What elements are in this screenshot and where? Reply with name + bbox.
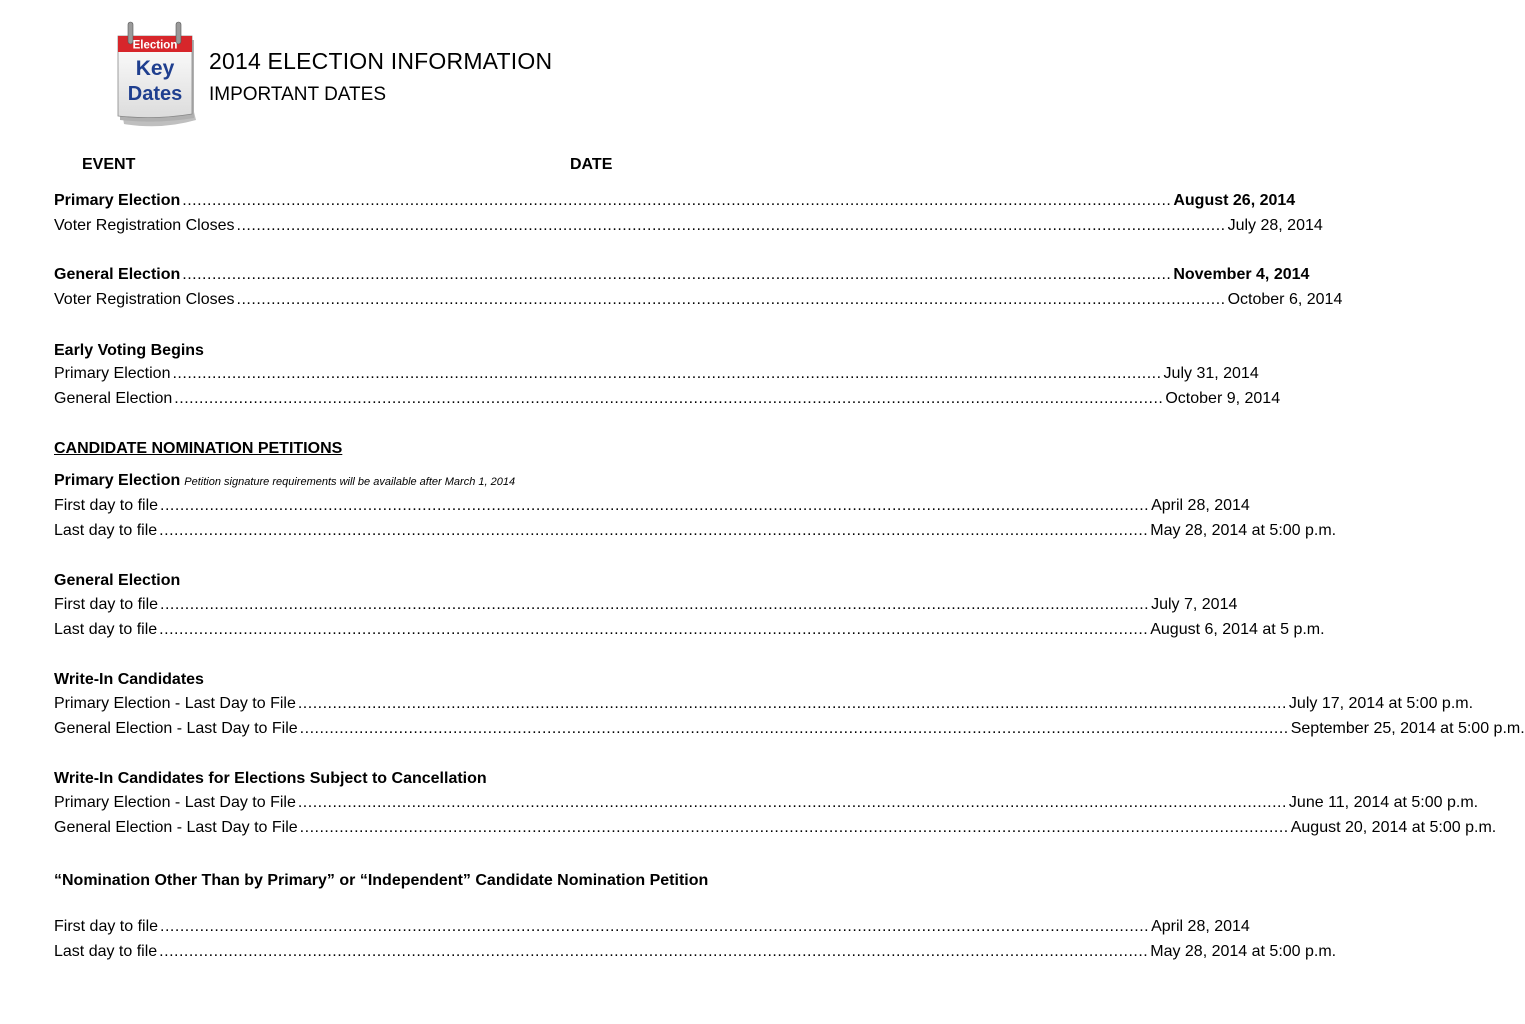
- dot-leader: ........................................................................................................................................................................................................: [236, 291, 1226, 308]
- row-label: Primary Election - Last Day to File: [54, 794, 296, 811]
- row-label: General Election: [54, 266, 181, 283]
- petition-general-first-row: [54, 596, 1238, 618]
- row-label: Last day to file: [54, 943, 158, 960]
- row-date: May 28, 2014 at 5:00 p.m.: [1150, 943, 1337, 960]
- row-label: General Election - Last Day to File: [54, 819, 298, 836]
- row-date: July 28, 2014: [1227, 217, 1323, 234]
- write-in-heading: Write-In Candidates: [54, 671, 204, 688]
- row-date: July 31, 2014: [1163, 365, 1259, 382]
- dot-leader: ........................................................................................................................................................................................................: [160, 497, 1150, 514]
- row-label: First day to file: [54, 497, 159, 514]
- petition-general-heading: General Election: [54, 572, 181, 589]
- row-date: October 6, 2014: [1227, 291, 1343, 308]
- row-date: August 26, 2014: [1173, 192, 1296, 209]
- election-key-dates-calendar-icon: [116, 20, 200, 128]
- petition-primary-title: Primary Election: [54, 472, 181, 489]
- row-label: Last day to file: [54, 621, 158, 638]
- row-label: Primary Election: [54, 192, 181, 209]
- row-label: Last day to file: [54, 522, 158, 539]
- petition-general-last-row: [54, 621, 1325, 643]
- date-column-header: DATE: [570, 156, 613, 173]
- early-voting-heading: Early Voting Begins: [54, 342, 204, 359]
- row-date: April 28, 2014: [1151, 918, 1250, 935]
- row-label: General Election - Last Day to File: [54, 720, 298, 737]
- row-label: Voter Registration Closes: [54, 217, 235, 234]
- dot-leader: ........................................................................................................................................................................................................: [159, 943, 1149, 960]
- row-label: General Election: [54, 390, 173, 407]
- dot-leader: ........................................................................................................................................................................................................: [160, 918, 1150, 935]
- write-in-cancel-primary-row: [54, 794, 1479, 816]
- logo-line-dates: Dates: [127, 83, 183, 105]
- dot-leader: ........................................................................................................................................................................................................: [159, 621, 1149, 638]
- dot-leader: ........................................................................................................................................................................................................: [297, 695, 1287, 712]
- dot-leader: ........................................................................................................................................................................................................: [159, 522, 1149, 539]
- row-date: April 28, 2014: [1151, 497, 1250, 514]
- dot-leader: ........................................................................................................................................................................................................: [172, 365, 1162, 382]
- page-title: 2014 ELECTION INFORMATION: [209, 48, 553, 74]
- candidate-petitions-heading: CANDIDATE NOMINATION PETITIONS: [54, 440, 343, 457]
- row-date: July 17, 2014 at 5:00 p.m.: [1288, 695, 1474, 712]
- early-voting-primary-row: [54, 365, 1259, 387]
- petition-primary-heading: [54, 472, 515, 490]
- row-label: Primary Election: [54, 365, 171, 382]
- petition-primary-first-row: [54, 497, 1250, 519]
- row-date: September 25, 2014 at 5:00 p.m.: [1290, 720, 1525, 737]
- row-label: Primary Election - Last Day to File: [54, 695, 296, 712]
- row-date: August 6, 2014 at 5 p.m.: [1150, 621, 1325, 638]
- logo-line-key: Key: [135, 57, 175, 80]
- write-in-cancel-general-row: [54, 819, 1497, 841]
- write-in-cancellation-heading: Write-In Candidates for Elections Subject to Cancellation: [54, 770, 487, 787]
- row-label: Voter Registration Closes: [54, 291, 235, 308]
- row-date: June 11, 2014 at 5:00 p.m.: [1288, 794, 1479, 811]
- event-column-header: EVENT: [82, 156, 136, 173]
- primary-election-row: [54, 192, 1296, 214]
- general-registration-row: [54, 291, 1343, 313]
- row-date: October 9, 2014: [1165, 390, 1281, 407]
- dot-leader: ........................................................................................................................................................................................................: [299, 819, 1289, 836]
- page-subtitle: IMPORTANT DATES: [209, 84, 387, 105]
- dot-leader: ........................................................................................................................................................................................................: [182, 266, 1172, 283]
- row-date: August 20, 2014 at 5:00 p.m.: [1290, 819, 1497, 836]
- nomination-other-first-row: [54, 918, 1250, 940]
- primary-registration-row: [54, 217, 1323, 239]
- dot-leader: ........................................................................................................................................................................................................: [174, 390, 1164, 407]
- logo-line-election: Election: [132, 39, 178, 52]
- dot-leader: ........................................................................................................................................................................................................: [236, 217, 1226, 234]
- petition-signature-note: Petition signature requirements will be available after March 1, 2014: [184, 476, 516, 488]
- row-label: First day to file: [54, 596, 159, 613]
- nomination-other-last-row: [54, 943, 1337, 965]
- write-in-primary-row: [54, 695, 1474, 717]
- row-label: First day to file: [54, 918, 159, 935]
- general-election-row: [54, 266, 1310, 288]
- dot-leader: ........................................................................................................................................................................................................: [299, 720, 1289, 737]
- petition-primary-last-row: [54, 522, 1337, 544]
- row-date: November 4, 2014: [1173, 266, 1310, 283]
- row-date: July 7, 2014: [1151, 596, 1238, 613]
- early-voting-general-row: [54, 390, 1281, 412]
- dot-leader: ........................................................................................................................................................................................................: [160, 596, 1150, 613]
- write-in-general-row: [54, 720, 1525, 742]
- row-date: May 28, 2014 at 5:00 p.m.: [1150, 522, 1337, 539]
- dot-leader: ........................................................................................................................................................................................................: [182, 192, 1172, 209]
- nomination-other-heading: “Nomination Other Than by Primary” or “Independent” Candidate Nomination Petition: [54, 872, 709, 889]
- dot-leader: ........................................................................................................................................................................................................: [297, 794, 1287, 811]
